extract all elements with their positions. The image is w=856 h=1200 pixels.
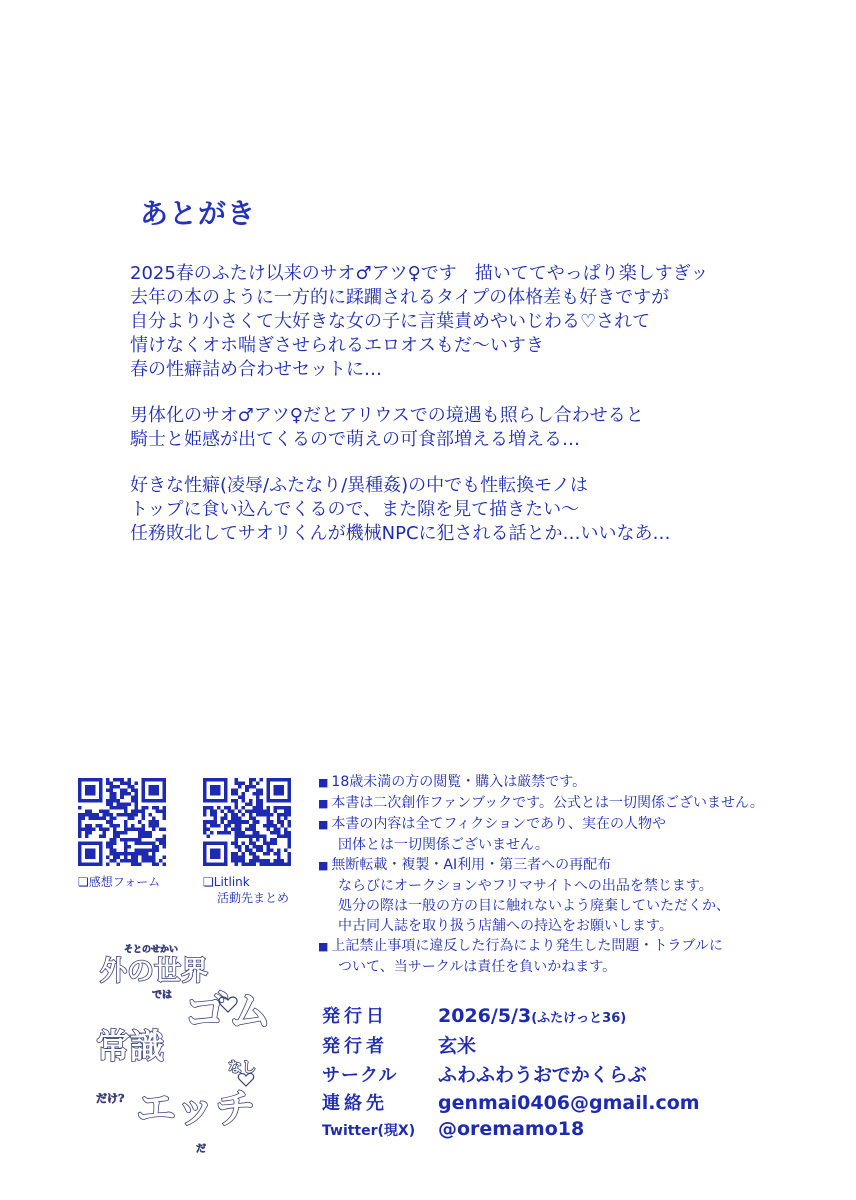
notice-line: ■ 無断転載・複製・AI利用・第三者への再配布 [318, 855, 838, 876]
text-line: 任務敗北してサオリくんが機械NPCに犯される話とか…いいなあ… [130, 523, 671, 544]
logo-de: では [152, 990, 172, 1001]
afterword-body [130, 262, 830, 568]
text-line: 騎士と姫感が出てくるので萌えの可食部増える増える… [130, 429, 580, 450]
qr-label: Litlink [213, 875, 250, 889]
notice-line: ■ 上記禁止事項に違反した行為により発生した問題・トラブルに [318, 936, 838, 957]
text-line: 情けなくオホ喘ぎさせられるエロオスもだ〜いすき [130, 335, 544, 356]
logo-line2: 常識 [96, 1027, 164, 1067]
notice-line: ついて、当サークルは責任を負いかねます。 [338, 959, 617, 975]
colophon-row-date [322, 1002, 700, 1031]
afterword-title: あとがき [140, 197, 257, 230]
notice-line: ■ 18歳未満の方の閲覧・購入は厳禁です。 [318, 772, 838, 793]
twitter-handle[interactable]: @oremamo18 [438, 1118, 585, 1140]
text-line: 春の性癖詰め合わせセットに… [130, 359, 382, 380]
colophon-label: Twitter(現X) [322, 1123, 416, 1139]
qr-code-icon[interactable] [78, 778, 166, 866]
colophon-row-contact [322, 1089, 700, 1118]
colophon-row-circle [322, 1060, 700, 1089]
colophon-row-publisher [322, 1031, 700, 1060]
logo-tail: だ [196, 1144, 206, 1155]
afterword-paragraph [130, 474, 830, 546]
colophon [322, 1002, 700, 1147]
notice-line: ■ 本書の内容は全てフィクションであり、実在の人物や [318, 814, 838, 835]
afterword-paragraph [130, 262, 830, 382]
logo-nashi: なし [228, 1060, 256, 1076]
publisher-name: 玄米 [438, 1035, 477, 1057]
notice-line: ■ 本書は二次創作ファンブックです。公式とは一切関係ございません。 [318, 793, 838, 814]
square-icon: ❏ [78, 875, 89, 889]
title-logo [88, 940, 298, 1165]
text-line: 男体化のサオ♂アツ♀だとアリウスでの境遇も照らし合わせると [130, 405, 644, 426]
event-name: (ふたけっと36) [531, 1011, 627, 1026]
logo-line2-end: だけ? [96, 1092, 125, 1105]
contact-email[interactable]: genmai0406@gmail.com [438, 1092, 700, 1114]
logo-line1: 外の世界 [100, 956, 208, 987]
logo-ruby: そとのせかい [124, 945, 179, 955]
text-line: 去年の本のように一方的に蹂躙されるタイプの体格差も好きですが [130, 287, 670, 308]
qr-code-icon[interactable] [203, 778, 291, 866]
qr-litlink[interactable] [203, 778, 291, 906]
notice-line: 処分の際は一般の方の目に触れないよう廃棄していただくか、 [338, 898, 730, 914]
colophon-label: 発行日 [322, 1006, 388, 1027]
colophon-label: 発行者 [322, 1036, 388, 1057]
notice-list [318, 772, 838, 977]
qr-label: 感想フォーム [88, 875, 161, 889]
logo-ecchi: エッチ [136, 1085, 256, 1132]
notice-line: ならびにオークションやフリマサイトへの出品を禁じます。 [338, 878, 713, 894]
publish-date: 2026/5/3 [438, 1005, 532, 1027]
text-line: トップに食い込んでくるので、また隙を見て描きたい〜 [130, 499, 580, 520]
text-line: 2025春のふたけ以来のサオ♂アツ♀です 描いててやっぱり楽しすぎッ [130, 263, 709, 284]
notice-line: 団体とは一切関係ございません。 [338, 837, 549, 853]
qr-sublabel: 活動先まとめ [217, 891, 290, 905]
colophon-label: 連絡先 [322, 1093, 388, 1114]
text-line: 自分より小さくて大好きな女の子に言葉責めやいじわる♡されて [130, 311, 651, 332]
logo-gomu: ゴム [184, 986, 272, 1037]
notice-line: 中古同人誌を取り扱う店舗への持込をお願いします。 [338, 918, 673, 934]
colophon-row-twitter [322, 1118, 700, 1147]
circle-name: ふわふわうおでかくらぶ [438, 1064, 647, 1086]
colophon-label: サークル [322, 1065, 398, 1086]
text-line: 好きな性癖(凌辱/ふたなり/異種姦)の中でも性転換モノは [130, 475, 588, 496]
afterword-paragraph [130, 404, 830, 452]
qr-feedback-form[interactable] [78, 778, 166, 890]
square-icon: ❏ [203, 875, 214, 889]
